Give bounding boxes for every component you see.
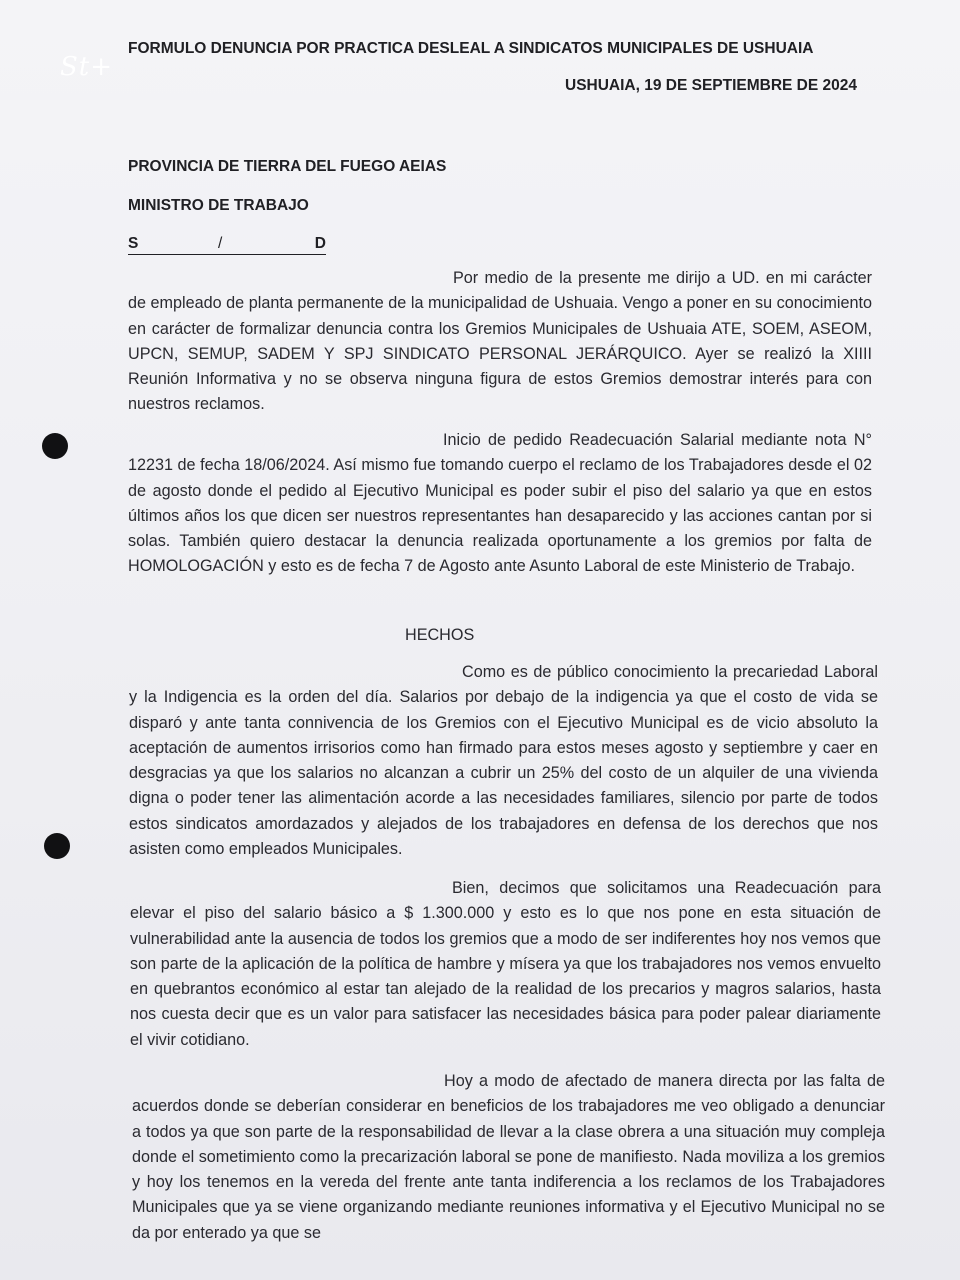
paragraph-intro: Por medio de la presente me dirijo a UD. en mi carácter de empleado de planta permanente de la municipalidad de Ushuaia. Vengo a poner en su conocimiento en carácter de formalizar denuncia contra los Gremios Municipales de Ushuaia ATE, SOEM, ASEOM, UPCN, SEMUP, SADEM Y SPJ SINDICATO PERSONAL JERÁRQUICO. Ayer se realizó la XIIII Reunión Informativa y no se observa ninguna figura de estos Gremios demostrar interés para con nuestros reclamos. <box>128 269 872 414</box>
recipient-province: PROVINCIA DE TIERRA DEL FUEGO AEIAS <box>128 158 447 175</box>
recipient-ministry: MINISTRO DE TRABAJO <box>128 197 309 214</box>
document-date: USHUAIA, 19 DE SEPTIEMBRE DE 2024 <box>565 77 858 94</box>
paragraph-denuncia: Hoy a modo de afectado de manera directa por las falta de acuerdos donde se deberían considerar en beneficios de los trabajadores me veo obligado a denunciar a todos ya que son parte de la responsabilidad de llevar a la clase obrera a una situación muy compleja donde el sometimiento como la precarización laboral se pone de manifiesto. Nada moviliza a los gremios y hoy los tenemos en la vereda del frente ante tanta indiferencia a los reclamos de los Trabajadores Municipales que ya se viene organizando mediante reuniones informativa y el Ejecutivo Municipal no se da por enterado ya que se <box>132 1072 885 1242</box>
document-title: FORMULO DENUNCIA POR PRACTICA DESLEAL A SINDICATOS MUNICIPALES DE USHUAIA <box>128 40 814 57</box>
sd-s: S <box>128 235 139 252</box>
sd-slash: / <box>218 235 223 252</box>
punch-hole-top <box>42 433 68 459</box>
paragraph-facts: Como es de público conocimiento la precariedad Laboral y la Indigencia es la orden del día. Salarios por debajo de la indigencia ya que el costo de vida se disparó y ante tanta connivencia de los Gremios con el Ejecutivo Municipal es de vicio absoluto la aceptación de aumentos irrisorios como han firmado para estos meses agosto y septiembre y caer en desgracias ya que los salarios no alcanzan a cubrir un 25% del costo de un alquiler de una vivienda digna o poder tener las alimentación acorde a las necesidades familiares, silencio por parte de todos estos sindicatos amordazados y alejados de los trabajadores en defensa de los derechos que nos asisten como empleados Municipales. <box>129 663 878 859</box>
paragraph-request: Inicio de pedido Readecuación Salarial mediante nota N° 12231 de fecha 18/06/2024. Así mismo fue tomando cuerpo el reclamo de los Trabajadores desde el 02 de agosto donde el pedido al Ejecutivo Municipal es poder subir el piso del salario ya que en estos últimos años los que dicen ser nuestros representantes han desaparecido y las acciones cantan por si solas. También quiero destacar la denuncia realizada oportunamente a los gremios por falta de HOMOLOGACIÓN y esto es de fecha 7 de Agosto ante Asunto Laboral de este Ministerio de Trabajo. <box>128 431 872 576</box>
paragraph-readecuacion: Bien, decimos que solicitamos una Readecuación para elevar el piso del salario básico a $ 1.300.000 y esto es lo que nos pone en esta situación de vulnerabilidad ante la ausencia de todos los gremios que a modo de ser indiferentes hoy nos vemos que son parte de la aplicación de la política de hambre y mísera ya que los trabajadores nos vemos envuelto en quebrantos económico al estar tan alejado de la realidad de los precarios y magros salarios, hasta nos cuesta decir que es un valor para satisfacer las necesidades básica para poder palear diariamente el vivir cotidiano. <box>130 879 881 1049</box>
sd-line <box>128 235 326 255</box>
sd-d: D <box>314 235 326 252</box>
section-heading-hechos: HECHOS <box>405 626 475 644</box>
handwritten-mark: St+ <box>60 52 114 82</box>
punch-hole-bottom <box>44 833 70 859</box>
